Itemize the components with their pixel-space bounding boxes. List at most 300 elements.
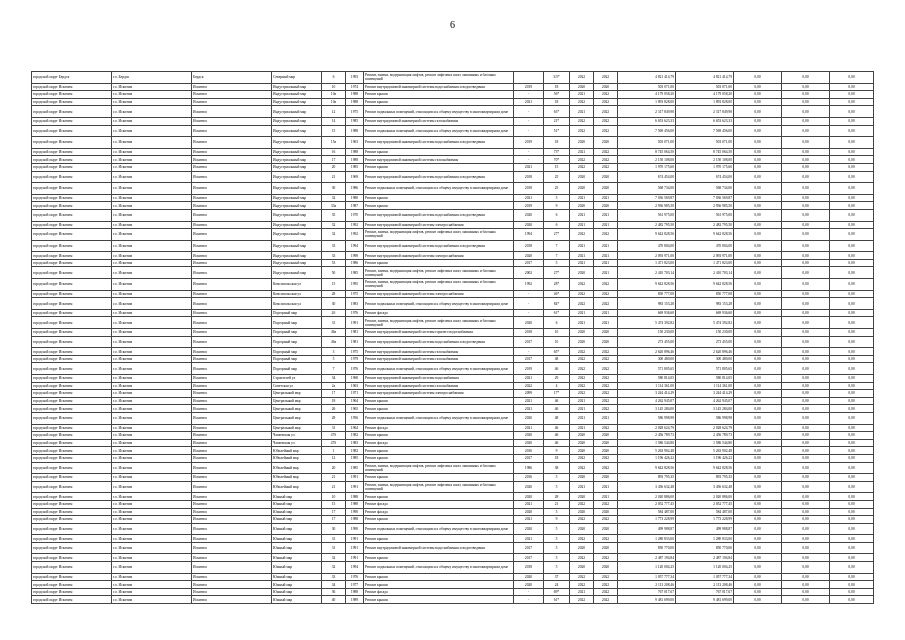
cell-y3: 2022 xyxy=(570,516,594,524)
cell-year: 1991 xyxy=(346,535,364,543)
cell-y2: 9 xyxy=(544,447,570,455)
cell-munic: городской округ Искитим xyxy=(32,336,112,348)
cell-sum2: 568 734,00 xyxy=(676,183,734,195)
cell-sum2: 571 805,65 xyxy=(676,363,734,375)
cell-year: 1991 xyxy=(346,554,364,562)
cell-house: 10а xyxy=(322,98,346,106)
cell-z1: 0,00 xyxy=(734,163,782,171)
cell-sum: 503 071,00 xyxy=(618,137,676,149)
cell-settlement: г.о. Искитим xyxy=(112,348,192,356)
cell-city: Искитим xyxy=(192,137,272,149)
cell-z2: 0,00 xyxy=(782,194,830,202)
cell-z3: 0,00 xyxy=(830,581,874,589)
cell-sum: 5 263 902,48 xyxy=(618,447,676,455)
table-row xyxy=(32,148,874,156)
cell-z3: 0,00 xyxy=(830,336,874,348)
table-row xyxy=(32,573,874,581)
cell-y2: 37 xyxy=(544,573,570,581)
cell-sum: 850 777,08 xyxy=(618,290,676,298)
cell-z1: 0,00 xyxy=(734,336,782,348)
cell-work: Ремонт крыши xyxy=(364,596,514,604)
table-row xyxy=(32,355,874,363)
cell-work: Ремонт фасада xyxy=(364,508,514,516)
table-row xyxy=(32,171,874,183)
cell-settlement: г.о. Искитим xyxy=(112,163,192,171)
cell-city: Искитим xyxy=(192,309,272,317)
cell-sum: 7 569 456,00 xyxy=(618,125,676,137)
cell-work: Ремонт внутридомовой инженерной системы водоснабжения и водоотведения xyxy=(364,542,514,554)
cell-street: Южный мкр xyxy=(272,562,322,574)
cell-y2: 38 xyxy=(544,462,570,474)
cell-munic: городской округ Искитим xyxy=(32,91,112,99)
cell-street: Подгорный мкр xyxy=(272,348,322,356)
table-row xyxy=(32,500,874,508)
cell-year: 1995 xyxy=(346,279,364,291)
cell-sum2: 2 410 703,14 xyxy=(676,267,734,279)
cell-y2: 25 xyxy=(544,183,570,195)
cell-sum2: 1 114 361,00 xyxy=(676,382,734,390)
cell-settlement: г.о. Искитим xyxy=(112,355,192,363)
cell-z3: 0,00 xyxy=(830,209,874,221)
cell-year: 1981 xyxy=(346,336,364,348)
cell-house: 12 xyxy=(322,454,346,462)
cell-sum: 2 113 208,46 xyxy=(618,581,676,589)
cell-sum: 1 120 004,25 xyxy=(618,562,676,574)
cell-y3: 2022 xyxy=(570,462,594,474)
cell-sum2: 2 487 194,84 xyxy=(676,554,734,562)
cell-z2: 0,00 xyxy=(782,117,830,125)
cell-city: Искитим xyxy=(192,259,272,267)
cell-y2: 46* xyxy=(544,290,570,298)
cell-city: Искитим xyxy=(192,240,272,252)
cell-work: Ремонт, замена, модернизация лифтов, ремонт лифтовых шахт, машинных и блочных помещений xyxy=(364,481,514,493)
cell-z2: 0,00 xyxy=(782,481,830,493)
table-row xyxy=(32,397,874,405)
cell-munic: городской округ Искитим xyxy=(32,405,112,413)
table-row xyxy=(32,405,874,413)
cell-sum: 983 153,28 xyxy=(618,298,676,310)
cell-y2: 9 xyxy=(544,516,570,524)
cell-y3: 2022 xyxy=(570,596,594,604)
cell-work: Ремонт внутридомовой инженерной системы водоснабжения и водоотведения xyxy=(364,209,514,221)
cell-z2: 0,00 xyxy=(782,390,830,398)
cell-work: Ремонт крыши xyxy=(364,202,514,210)
cell-munic: городской округ Искитим xyxy=(32,309,112,317)
cell-city: Искитим xyxy=(192,523,272,535)
cell-y4: 2022 xyxy=(594,390,618,398)
cell-street: Подгорный мкр xyxy=(272,317,322,329)
cell-sum: 9 642 828,56 xyxy=(618,462,676,474)
cell-y4: 2022 xyxy=(594,405,618,413)
cell-settlement: г.о. Искитим xyxy=(112,516,192,524)
cell-munic: городской округ Искитим xyxy=(32,348,112,356)
cell-house: 53 xyxy=(322,259,346,267)
cell-sum2: 4 179 058,20 xyxy=(676,91,734,99)
cell-y4: 2022 xyxy=(594,596,618,604)
cell-street: Индустриальный мкр xyxy=(272,194,322,202)
cell-sum2: 300 480,00 xyxy=(676,355,734,363)
cell-sum2: 4 821 414,79 xyxy=(676,72,734,84)
table-row xyxy=(32,554,874,562)
cell-city: Искитим xyxy=(192,252,272,260)
cell-sum2: 2 093 971,00 xyxy=(676,252,734,260)
cell-work: Ремонт крыши xyxy=(364,581,514,589)
cell-year: 1956 xyxy=(346,412,364,424)
cell-y4: 2020 xyxy=(594,183,618,195)
cell-y4: 2021 xyxy=(594,317,618,329)
cell-y2: 69* xyxy=(544,588,570,596)
cell-munic: городской округ Искитим xyxy=(32,432,112,440)
cell-y2: 25 xyxy=(544,171,570,183)
cell-sum: 2 093 971,00 xyxy=(618,252,676,260)
cell-z1: 0,00 xyxy=(734,542,782,554)
table-row xyxy=(32,523,874,535)
cell-z3: 0,00 xyxy=(830,125,874,137)
cell-z1: 0,00 xyxy=(734,202,782,210)
cell-munic: городской округ Искитим xyxy=(32,474,112,482)
cell-y4: 2021 xyxy=(594,240,618,252)
cell-munic: городской округ Искитим xyxy=(32,229,112,241)
cell-work: Ремонт крыши xyxy=(364,535,514,543)
cell-house: 34 xyxy=(322,375,346,383)
cell-street: Северный мкр xyxy=(272,72,322,84)
cell-city: Искитим xyxy=(192,462,272,474)
cell-year: 1988 xyxy=(346,156,364,164)
cell-street: Индустриальный мкр xyxy=(272,98,322,106)
cell-munic: городской округ Искитим xyxy=(32,462,112,474)
cell-sum: 586 998,98 xyxy=(618,412,676,424)
cell-settlement: г.о. Искитим xyxy=(112,432,192,440)
cell-sum: 2 620 896,46 xyxy=(618,348,676,356)
cell-year: 1994 xyxy=(346,562,364,574)
cell-y3: 2022 xyxy=(570,163,594,171)
cell-z3: 0,00 xyxy=(830,156,874,164)
cell-y2: 70* xyxy=(544,156,570,164)
cell-munic: городской округ Искитим xyxy=(32,83,112,91)
cell-year: 1976 xyxy=(346,363,364,375)
cell-z2: 0,00 xyxy=(782,336,830,348)
cell-z2: 0,00 xyxy=(782,221,830,229)
cell-y2: 5 xyxy=(544,508,570,516)
cell-y1: 2021 xyxy=(514,405,544,413)
cell-z2: 0,00 xyxy=(782,298,830,310)
cell-y1: 2018 xyxy=(514,240,544,252)
cell-sum: 580 814,05 xyxy=(618,375,676,383)
cell-z2: 0,00 xyxy=(782,163,830,171)
cell-city: Искитим xyxy=(192,439,272,447)
cell-work: Ремонт, замена, модернизация лифтов, ремонт лифтовых шахт, машинных и блочных помещений xyxy=(364,72,514,84)
cell-settlement: г.о. Искитим xyxy=(112,588,192,596)
cell-z2: 0,00 xyxy=(782,83,830,91)
cell-sum2: 2 317 849,98 xyxy=(676,106,734,118)
cell-y4: 2022 xyxy=(594,229,618,241)
cell-z3: 0,00 xyxy=(830,240,874,252)
cell-z1: 0,00 xyxy=(734,424,782,432)
cell-z3: 0,00 xyxy=(830,375,874,383)
cell-city: Искитим xyxy=(192,596,272,604)
table-row xyxy=(32,432,874,440)
cell-munic: городской округ Искитим xyxy=(32,375,112,383)
cell-settlement: г.о. Искитим xyxy=(112,462,192,474)
cell-house: 36 xyxy=(322,588,346,596)
table-row xyxy=(32,317,874,329)
cell-y2: 29 xyxy=(544,375,570,383)
cell-year: 1988 xyxy=(346,500,364,508)
cell-z1: 0,00 xyxy=(734,267,782,279)
cell-year: 1970 xyxy=(346,209,364,221)
cell-z2: 0,00 xyxy=(782,405,830,413)
cell-munic: городской округ Искитим xyxy=(32,202,112,210)
cell-y3: 2022 xyxy=(570,355,594,363)
cell-city: Искитим xyxy=(192,390,272,398)
cell-y1: 2021 xyxy=(514,375,544,383)
cell-work: Ремонт подвальных помещений, относящихся к общему имуществу в многоквартирном доме xyxy=(364,523,514,535)
cell-year: 1968 xyxy=(346,375,364,383)
cell-y1: 2021 xyxy=(514,424,544,432)
cell-settlement: г.о. Искитим xyxy=(112,309,192,317)
cell-y1: 2019 xyxy=(514,83,544,91)
cell-z3: 0,00 xyxy=(830,516,874,524)
cell-z3: 0,00 xyxy=(830,481,874,493)
cell-city: Искитим xyxy=(192,493,272,501)
cell-z1: 0,00 xyxy=(734,229,782,241)
cell-settlement: г.о. Искитим xyxy=(112,508,192,516)
cell-house: 2а xyxy=(322,382,346,390)
cell-settlement: г.о. Бердск xyxy=(112,72,192,84)
table-row xyxy=(32,202,874,210)
cell-settlement: г.о. Искитим xyxy=(112,91,192,99)
cell-work: Ремонт крыши xyxy=(364,163,514,171)
cell-z2: 0,00 xyxy=(782,317,830,329)
cell-work: Ремонт крыши xyxy=(364,148,514,156)
cell-work: Ремонт крыши xyxy=(364,259,514,267)
cell-sum: 568 734,00 xyxy=(618,183,676,195)
cell-y1: 2020 xyxy=(514,493,544,501)
cell-z2: 0,00 xyxy=(782,259,830,267)
cell-house: 1 xyxy=(322,447,346,455)
cell-settlement: г.о. Искитим xyxy=(112,481,192,493)
cell-y3: 2020 xyxy=(570,432,594,440)
cell-z3: 0,00 xyxy=(830,91,874,99)
cell-z1: 0,00 xyxy=(734,562,782,574)
cell-settlement: г.о. Искитим xyxy=(112,523,192,535)
cell-z3: 0,00 xyxy=(830,183,874,195)
cell-sum2: 584 487,00 xyxy=(676,508,734,516)
cell-year: 1975 xyxy=(346,290,364,298)
cell-y3: 2022 xyxy=(570,348,594,356)
cell-y1: 2017 xyxy=(514,259,544,267)
cell-y1: - xyxy=(514,125,544,137)
cell-sum: 6 653 623,33 xyxy=(618,117,676,125)
cell-sum: 850 770,00 xyxy=(618,542,676,554)
cell-sum2: 273 455,00 xyxy=(676,336,734,348)
cell-y2: 5 xyxy=(544,535,570,543)
cell-house: 15 xyxy=(322,500,346,508)
cell-house: 10 xyxy=(322,83,346,91)
cell-munic: городской округ Искитим xyxy=(32,106,112,118)
cell-z1: 0,00 xyxy=(734,573,782,581)
cell-city: Искитим xyxy=(192,535,272,543)
cell-sum2: 6 653 623,33 xyxy=(676,117,734,125)
cell-year: 1990 xyxy=(346,508,364,516)
cell-z1: 0,00 xyxy=(734,554,782,562)
cell-house: 17 xyxy=(322,390,346,398)
cell-munic: городской округ Искитим xyxy=(32,137,112,149)
cell-house: 31 xyxy=(322,535,346,543)
cell-sum: 1 280 833,00 xyxy=(618,535,676,543)
cell-sum: 1 773 228,99 xyxy=(618,516,676,524)
cell-street: Чапаевская ул xyxy=(272,439,322,447)
cell-street: Советская ул xyxy=(272,382,322,390)
cell-y2: 18 xyxy=(544,83,570,91)
cell-house: 17 xyxy=(322,156,346,164)
cell-munic: городской округ Искитим xyxy=(32,240,112,252)
cell-year: 1965 xyxy=(346,405,364,413)
cell-y2: 10 xyxy=(544,336,570,348)
cell-y2: 61* xyxy=(544,309,570,317)
cell-z1: 0,00 xyxy=(734,137,782,149)
cell-y2: 6 xyxy=(544,221,570,229)
cell-sum2: 1 471 823,00 xyxy=(676,259,734,267)
cell-sum: 3 145 284,00 xyxy=(618,405,676,413)
cell-city: Искитим xyxy=(192,183,272,195)
cell-z1: 0,00 xyxy=(734,581,782,589)
cell-work: Ремонт внутридомовой инженерной системы горячего водоснабжения xyxy=(364,329,514,337)
cell-city: Искитим xyxy=(192,317,272,329)
cell-y1: 2020 xyxy=(514,412,544,424)
cell-y3: 2020 xyxy=(570,523,594,535)
cell-y4: 2021 xyxy=(594,412,618,424)
cell-house: 50 xyxy=(322,267,346,279)
cell-y1: 2019 xyxy=(514,363,544,375)
cell-work: Ремонт фасада xyxy=(364,588,514,596)
cell-sum: 150 230,00 xyxy=(618,329,676,337)
cell-y2: 63* xyxy=(544,106,570,118)
cell-year: 1988 xyxy=(346,125,364,137)
cell-work: Ремонт внутридомовой инженерной системы водоснабжения и водоотведения xyxy=(364,171,514,183)
cell-sum: 7 036 569,87 xyxy=(618,194,676,202)
cell-settlement: г.о. Искитим xyxy=(112,290,192,298)
cell-munic: городской округ Искитим xyxy=(32,209,112,221)
cell-y2: 5 xyxy=(544,562,570,574)
cell-year: 1994 xyxy=(346,240,364,252)
page-number: 6 xyxy=(450,20,455,31)
cell-settlement: г.о. Искитим xyxy=(112,454,192,462)
cell-y2: 27* xyxy=(544,267,570,279)
cell-z2: 0,00 xyxy=(782,508,830,516)
cell-sum2: 9 642 828,56 xyxy=(676,462,734,474)
cell-y4: 2020 xyxy=(594,542,618,554)
cell-year: 1988 xyxy=(346,493,364,501)
cell-munic: городской округ Искитим xyxy=(32,183,112,195)
cell-work: Ремонт внутридомовой инженерной системы газоснабжения xyxy=(364,382,514,390)
cell-settlement: г.о. Искитим xyxy=(112,596,192,604)
cell-y4: 2022 xyxy=(594,581,618,589)
cell-year: 1988 xyxy=(346,516,364,524)
cell-z1: 0,00 xyxy=(734,500,782,508)
cell-y1: 2002 xyxy=(514,267,544,279)
cell-y2: 24 xyxy=(544,581,570,589)
cell-street: Южный мкр xyxy=(272,523,322,535)
table-row xyxy=(32,125,874,137)
cell-z1: 0,00 xyxy=(734,355,782,363)
cell-munic: городской округ Искитим xyxy=(32,163,112,171)
cell-y4: 2020 xyxy=(594,329,618,337)
cell-city: Искитим xyxy=(192,375,272,383)
cell-sum: 2 150 108,00 xyxy=(618,156,676,164)
cell-z1: 0,00 xyxy=(734,432,782,440)
cell-y3: 2022 xyxy=(570,500,594,508)
cell-sum2: 1 196 426,22 xyxy=(676,454,734,462)
table-row xyxy=(32,562,874,574)
cell-y2: 18 xyxy=(544,98,570,106)
table-row xyxy=(32,117,874,125)
cell-z2: 0,00 xyxy=(782,493,830,501)
table-row xyxy=(32,375,874,383)
cell-house: 5 xyxy=(322,355,346,363)
cell-sum: 2 482 795,50 xyxy=(618,221,676,229)
cell-munic: городской округ Искитим xyxy=(32,382,112,390)
cell-year: 1963 xyxy=(346,382,364,390)
cell-house: 21 xyxy=(322,481,346,493)
cell-sum: 571 805,65 xyxy=(618,363,676,375)
cell-y2: 15 xyxy=(544,163,570,171)
cell-settlement: г.о. Искитим xyxy=(112,202,192,210)
cell-munic: городской округ Искитим xyxy=(32,329,112,337)
cell-year: 1977 xyxy=(346,581,364,589)
cell-city: Искитим xyxy=(192,202,272,210)
cell-sum: 2 028 624,79 xyxy=(618,424,676,432)
cell-y3: 2021 xyxy=(570,221,594,229)
cell-settlement: г.о. Искитим xyxy=(112,405,192,413)
cell-sum2: 8 745 064,50 xyxy=(676,148,734,156)
cell-street: Юбилейный мкр xyxy=(272,462,322,474)
cell-city: Искитим xyxy=(192,83,272,91)
cell-work: Ремонт внутридомовой инженерной системы электроснабжения xyxy=(364,221,514,229)
cell-year: 1985 xyxy=(346,163,364,171)
cell-y2: 7 xyxy=(544,240,570,252)
cell-z2: 0,00 xyxy=(782,290,830,298)
cell-z3: 0,00 xyxy=(830,317,874,329)
cell-sum: 1 970 175,60 xyxy=(618,163,676,171)
cell-sum: 2 020 886,00 xyxy=(618,493,676,501)
cell-y1: 2099 xyxy=(514,390,544,398)
cell-sum: 499 988,87 xyxy=(618,523,676,535)
cell-settlement: г.о. Искитим xyxy=(112,317,192,329)
cell-year: 1985 xyxy=(346,454,364,462)
cell-street: Юбилейный мкр xyxy=(272,454,322,462)
cell-z3: 0,00 xyxy=(830,447,874,455)
cell-work: Ремонт, замена, модернизация лифтов, ремонт лифтовых шахт, машинных и блочных помещений xyxy=(364,267,514,279)
cell-z3: 0,00 xyxy=(830,390,874,398)
table-row xyxy=(32,336,874,348)
cell-house: 33а xyxy=(322,202,346,210)
cell-y4: 2022 xyxy=(594,462,618,474)
cell-y2: 9 xyxy=(544,202,570,210)
cell-y2: 27* xyxy=(544,229,570,241)
cell-y1: 2021 xyxy=(514,98,544,106)
cell-house: 31 xyxy=(322,542,346,554)
cell-y2: 18 xyxy=(544,454,570,462)
cell-house: 15 xyxy=(322,279,346,291)
cell-y2: 5 xyxy=(544,481,570,493)
cell-street: Индустриальный мкр xyxy=(272,267,322,279)
cell-z1: 0,00 xyxy=(734,596,782,604)
cell-sum: 1 586 544,80 xyxy=(618,439,676,447)
cell-y4: 2022 xyxy=(594,454,618,462)
cell-z2: 0,00 xyxy=(782,348,830,356)
cell-munic: городской округ Искитим xyxy=(32,156,112,164)
